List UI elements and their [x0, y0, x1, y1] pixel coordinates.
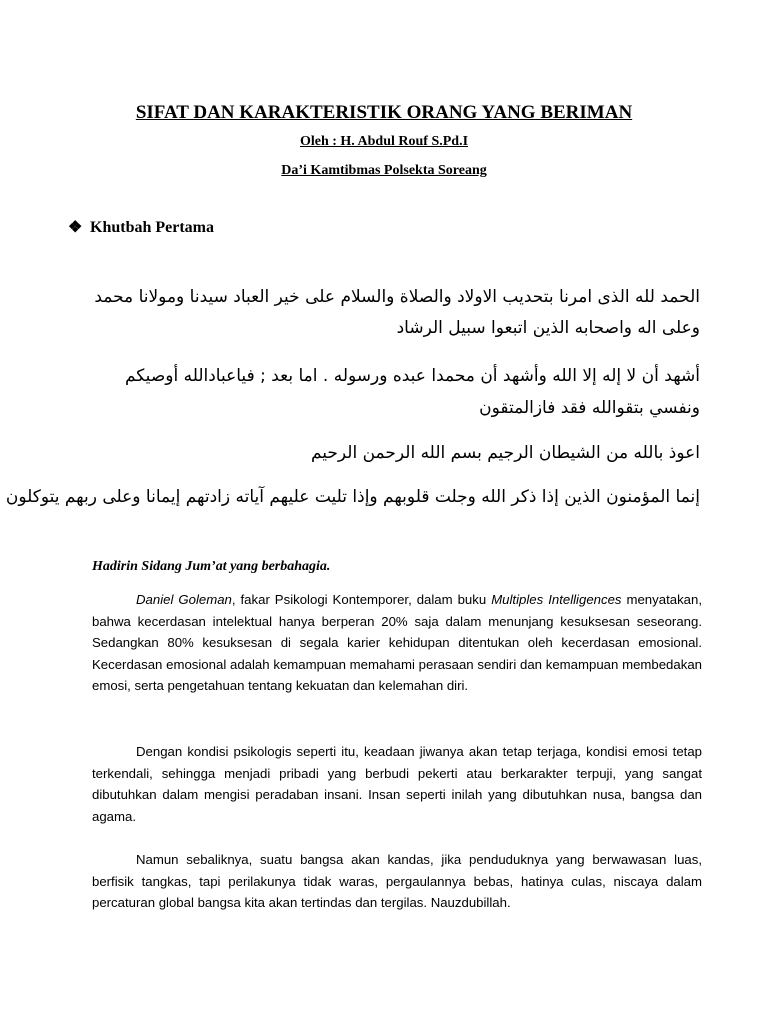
person-name: Daniel Goleman	[136, 592, 232, 607]
author-line: Oleh : H. Abdul Rouf S.Pd.I	[299, 134, 469, 149]
section-heading-text: Khutbah Pertama	[90, 219, 214, 236]
paragraph-1	[92, 589, 702, 697]
paragraph-3	[92, 849, 702, 914]
arabic-line-6: إنما المؤمنون الذين إذا ذكر الله وجلت قلوبهم وإذا تليت عليهم آياته زادتهم إيمانا وعلى ربهم يتوكلون	[5, 487, 700, 507]
book-title: Multiples Intelligences	[491, 592, 622, 607]
arabic-line-3: أشهد أن لا إله إلا الله وأشهد أن محمدا عبده ورسوله . اما بعد ; فياعبادالله أوصيكم	[124, 366, 700, 386]
arabic-line-4: ونفسي بتقوالله فقد فازالمتقون	[479, 398, 700, 418]
section-heading	[68, 217, 214, 237]
paragraph-3-text: Namun sebaliknya, suatu bangsa akan kandas, jika penduduknya yang berwawasan luas, berfisik tangkas, tapi perilakunya tidak waras, pergaulannya bebas, hatinya culas, niscaya dalam percaturan global bangsa kita akan tertindas dan tergilas. Nauzdubillah.	[92, 852, 702, 911]
arabic-line-1: الحمد لله الذى امرنا بتحديب الاولاد والصلاة والسلام على خير العباد سيدنا ومولانا محمد	[94, 287, 700, 307]
paragraph-2	[92, 741, 702, 827]
arabic-line-2: وعلى اله واصحابه الذين اتبعوا سبيل الرشاد	[396, 318, 700, 338]
paragraph-1-text-a: , fakar Psikologi Kontemporer, dalam buku	[231, 592, 492, 607]
affiliation-line: Da’i Kamtibmas Polsekta Soreang	[281, 163, 487, 178]
paragraph-2-text: Dengan kondisi psikologis seperti itu, keadaan jiwanya akan tetap terjaga, kondisi emosi tetap terkendali, sehingga menjadi pribadi yang berbudi pekerti atau berkarakter terpuji, yang sangat dibutuhkan dalam mengisi peradaban insani. Insan seperti inilah yang dibutuhkan nusa, bangsa dan agama.	[92, 744, 702, 824]
paragraph-1-text-b: menyatakan, bahwa kecerdasan intelektual hanya berperan 20% saja dalam menunjang kesuksesan seseorang. Sedangkan 80% kesuksesan di segala karier kehidupan ditentukan oleh kecerdasan emosional. Kecerdasan emosional adalah kemampuan memahami perasaan sendiri dan kemampuan membedakan emosi, serta pengetahuan tentang kekuatan dan kelemahan diri.	[92, 592, 702, 694]
document-title: SIFAT DAN KARAKTERISTIK ORANG YANG BERIMAN	[135, 102, 633, 123]
greeting-heading: Hadirin Sidang Jum’at yang berbahagia.	[92, 559, 331, 574]
diamond-bullet-icon: ❖	[68, 219, 83, 236]
arabic-line-5: اعوذ بالله من الشيطان الرجيم بسم الله الرحمن الرحيم	[310, 443, 700, 463]
